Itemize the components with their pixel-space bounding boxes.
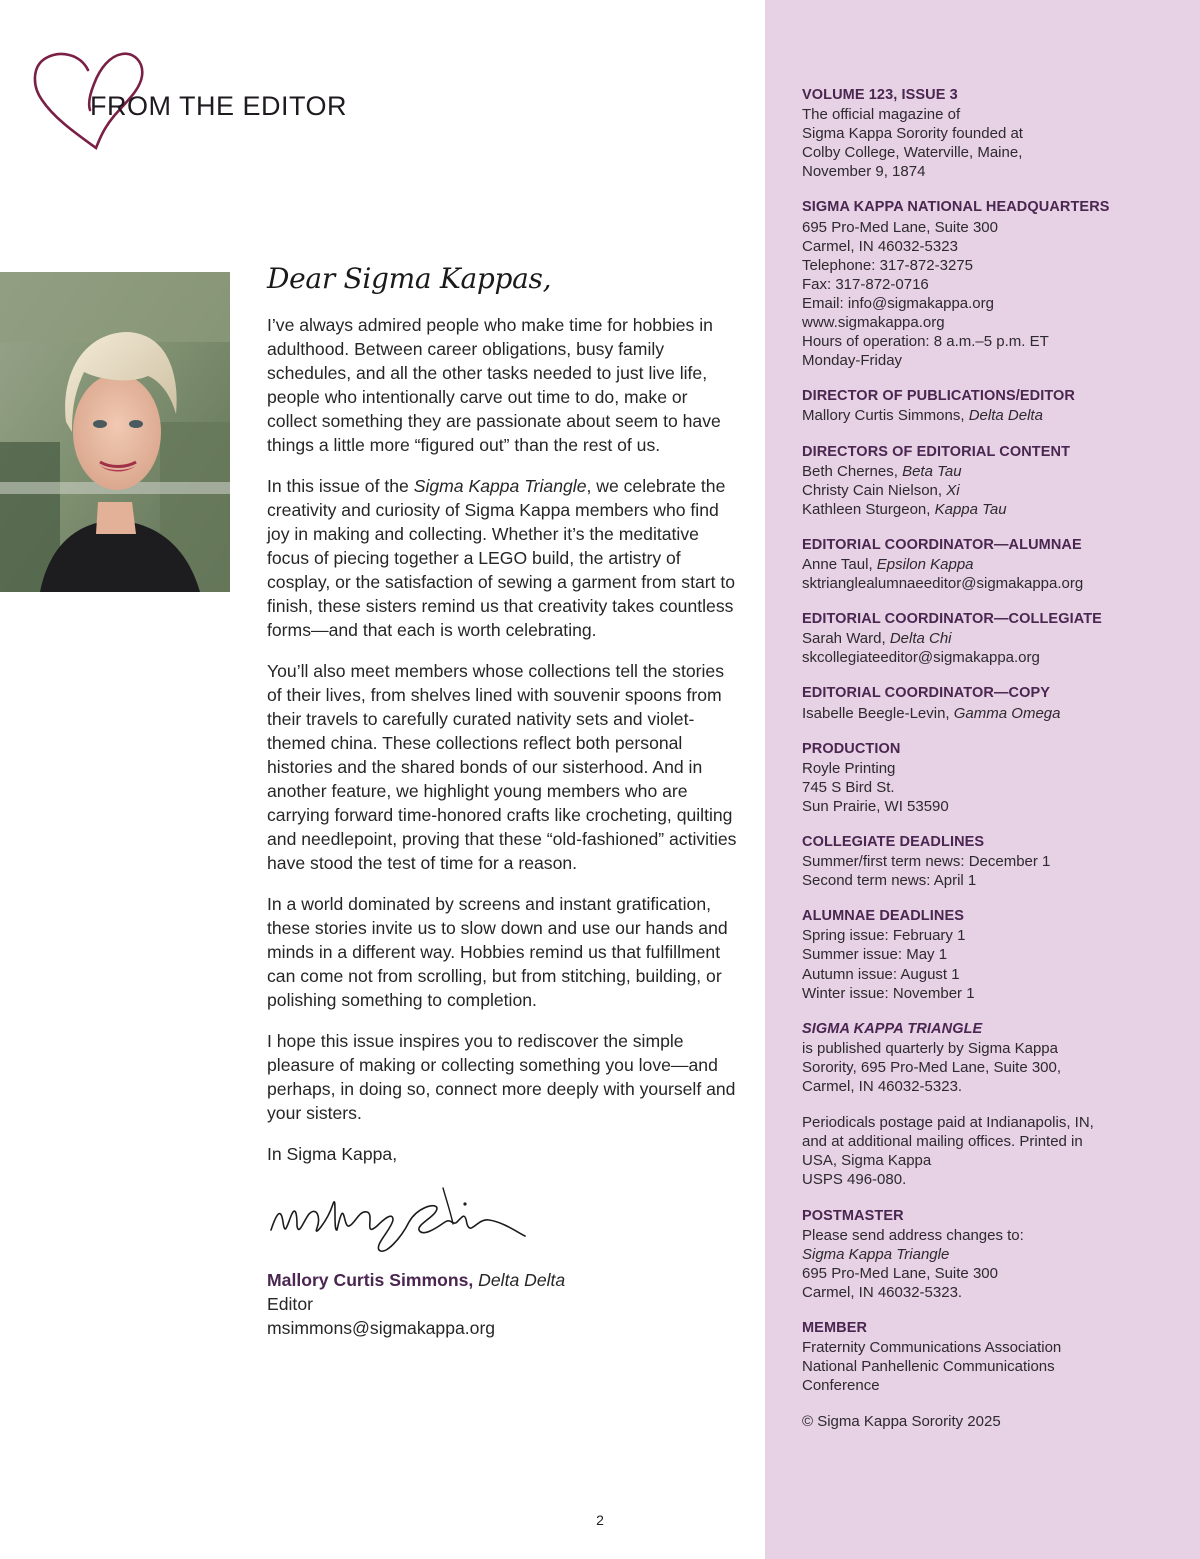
masthead-text: 695 Pro-Med Lane, Suite 300 bbox=[802, 1264, 998, 1282]
masthead-heading: VOLUME 123, ISSUE 3 bbox=[802, 87, 958, 103]
masthead-block bbox=[802, 684, 1197, 722]
signature-chapter: Delta Delta bbox=[478, 1270, 566, 1290]
masthead-heading: MEMBER bbox=[802, 1319, 868, 1336]
masthead-line bbox=[802, 945, 1197, 964]
masthead-text: Conference bbox=[802, 1377, 880, 1395]
masthead-text: Sun Prairie, WI 53590 bbox=[802, 797, 949, 815]
masthead-text: Summer issue: May 1 bbox=[802, 946, 948, 964]
masthead-line bbox=[802, 555, 1197, 574]
masthead-heading: COLLEGIATE DEADLINES bbox=[802, 834, 985, 850]
masthead-italic: Beta Tau bbox=[902, 462, 962, 480]
masthead-text: Hours of operation: 8 a.m.–5 p.m. ET bbox=[802, 333, 1049, 351]
masthead-text: Sorority, 695 Pro-Med Lane, Suite 300, bbox=[802, 1058, 1062, 1076]
masthead-text: Royle Printing bbox=[802, 759, 896, 777]
masthead-text: sktrianglealumnaeeditor@sigmakappa.org bbox=[802, 575, 1084, 593]
masthead-line bbox=[802, 926, 1197, 945]
masthead-line bbox=[802, 256, 1197, 275]
masthead-line bbox=[802, 797, 1197, 816]
masthead-text: Autumn issue: August 1 bbox=[802, 965, 960, 983]
masthead-block bbox=[802, 833, 1197, 890]
masthead-block bbox=[802, 536, 1197, 593]
masthead-line bbox=[802, 237, 1197, 256]
masthead-line bbox=[802, 332, 1197, 351]
masthead-italic: Kappa Tau bbox=[934, 500, 1007, 518]
masthead-text: Please send address changes to: bbox=[802, 1226, 1024, 1244]
masthead-text: 695 Pro-Med Lane, Suite 300 bbox=[802, 218, 998, 236]
page-number: 2 bbox=[596, 1512, 604, 1528]
masthead-line bbox=[802, 313, 1197, 332]
masthead-line bbox=[802, 648, 1197, 667]
masthead-text: is published quarterly by Sigma Kappa bbox=[802, 1039, 1058, 1057]
masthead-text: Spring issue: February 1 bbox=[802, 927, 966, 945]
masthead-line bbox=[802, 1132, 1197, 1151]
masthead-line bbox=[802, 1357, 1197, 1376]
masthead-heading: PRODUCTION bbox=[802, 740, 901, 757]
masthead-text: Fraternity Communications Association bbox=[802, 1339, 1062, 1357]
salutation: Dear Sigma Kappas, bbox=[267, 262, 552, 295]
signature-name-line bbox=[267, 1268, 737, 1292]
masthead-text: Carmel, IN 46032-5323 bbox=[802, 237, 958, 255]
masthead-text: Christy Cain Nielson, bbox=[802, 481, 947, 499]
masthead-blocks bbox=[802, 86, 1197, 1448]
paragraph-text: You’ll also meet members whose collections tell the stories of their lives, from shelves lined with souvenir spoons from their travels to carefully curated nativity sets and violet-themed china. These collections reflect both personal histories and the shared bonds of our sisterhood. And in another feature, we highlight young members who are carrying forward time-honored crafts like crocheting, quilting and needlepoint, proving that these “old-fashioned” activities have stood the test of time for a reason. bbox=[267, 661, 737, 873]
masthead-block bbox=[802, 198, 1197, 370]
masthead-block bbox=[802, 1412, 1197, 1431]
masthead-line bbox=[802, 871, 1197, 890]
masthead-line bbox=[802, 351, 1197, 370]
masthead-block bbox=[802, 1020, 1197, 1096]
masthead-line bbox=[802, 852, 1197, 871]
masthead-block bbox=[802, 1207, 1197, 1302]
masthead-text: Kathleen Sturgeon, bbox=[802, 500, 935, 518]
masthead-text: Sarah Ward, bbox=[802, 630, 890, 648]
masthead-line bbox=[802, 778, 1197, 797]
masthead-text: Colby College, Waterville, Maine, bbox=[802, 144, 1023, 162]
masthead-line bbox=[802, 1412, 1197, 1431]
paragraph-text: In a world dominated by screens and instant gratification, these stories invite us to slow down and use our hands and minds in a different way. Hobbies remind us that fulfillment can come not from scrolling, but from stitching, building, or polishing something to completion. bbox=[267, 894, 728, 1010]
letter-paragraph bbox=[267, 474, 737, 642]
masthead-text: Second term news: April 1 bbox=[802, 872, 977, 890]
masthead-text: Summer/first term news: December 1 bbox=[802, 853, 1051, 871]
masthead-text: Mallory Curtis Simmons, bbox=[802, 407, 969, 425]
editor-header bbox=[30, 48, 360, 154]
masthead-sidebar bbox=[765, 0, 1200, 1559]
masthead-italic: Delta Chi bbox=[889, 630, 952, 648]
masthead-text: Telephone: 317-872-3275 bbox=[802, 256, 973, 274]
section-title: FROM THE EDITOR bbox=[90, 91, 348, 121]
editor-letter bbox=[267, 262, 737, 1340]
masthead-text: © Sigma Kappa Sorority 2025 bbox=[802, 1413, 1001, 1431]
masthead-text: Carmel, IN 46032-5323. bbox=[802, 1283, 963, 1301]
masthead-line bbox=[802, 1283, 1197, 1302]
letter-paragraph bbox=[267, 1029, 737, 1125]
masthead-block bbox=[802, 740, 1197, 816]
masthead-italic: Gamma Omega bbox=[953, 704, 1061, 722]
masthead-heading: EDITORIAL COORDINATOR—COPY bbox=[802, 685, 1051, 702]
masthead-line bbox=[802, 1264, 1197, 1283]
masthead-heading: SIGMA KAPPA TRIANGLE bbox=[802, 1020, 983, 1037]
masthead-text: Beth Chernes, bbox=[802, 462, 903, 480]
masthead-line bbox=[802, 162, 1197, 181]
masthead-line bbox=[802, 462, 1197, 481]
masthead-line bbox=[802, 1113, 1197, 1132]
signature-name: Mallory Curtis Simmons, bbox=[267, 1270, 474, 1290]
masthead-line bbox=[802, 500, 1197, 519]
masthead-line bbox=[802, 759, 1197, 778]
masthead-text: Sigma Kappa Sorority founded at bbox=[802, 125, 1023, 143]
masthead-text: skcollegiateeditor@sigmakappa.org bbox=[802, 649, 1040, 667]
letter-paragraph bbox=[267, 313, 737, 457]
masthead-line bbox=[802, 965, 1197, 984]
masthead-line bbox=[802, 1226, 1197, 1245]
masthead-text: Isabelle Beegle-Levin, bbox=[802, 704, 954, 722]
signature-email[interactable]: msimmons@sigmakappa.org bbox=[267, 1318, 496, 1338]
masthead-block bbox=[802, 1113, 1197, 1189]
masthead-block bbox=[802, 907, 1197, 1002]
masthead-text: Periodicals postage paid at Indianapolis, IN, bbox=[802, 1114, 1094, 1132]
masthead-text: Anne Taul, bbox=[802, 555, 877, 573]
masthead-line bbox=[802, 1077, 1197, 1096]
masthead-line bbox=[802, 275, 1197, 294]
masthead-line bbox=[802, 1170, 1197, 1189]
signature-role: Editor bbox=[267, 1294, 313, 1314]
masthead-line bbox=[802, 1376, 1197, 1395]
masthead-line bbox=[802, 1039, 1197, 1058]
masthead-line bbox=[802, 1338, 1197, 1357]
masthead-line bbox=[802, 481, 1197, 500]
masthead-text: The official magazine of bbox=[802, 106, 961, 124]
portrait-photo bbox=[0, 272, 230, 592]
masthead-text: www.sigmakappa.org bbox=[802, 314, 945, 332]
editor-portrait bbox=[0, 272, 230, 592]
masthead-line bbox=[802, 1058, 1197, 1077]
masthead-text: and at additional mailing offices. Printed in bbox=[802, 1133, 1083, 1151]
masthead-heading: SIGMA KAPPA NATIONAL HEADQUARTERS bbox=[802, 199, 1110, 216]
letter-paragraph bbox=[267, 892, 737, 1012]
paragraph-text: I hope this issue inspires you to rediscover the simple pleasure of making or collecting something you love—and perhaps, in doing so, connect more deeply with yourself and your sisters. bbox=[267, 1031, 736, 1123]
masthead-block bbox=[802, 387, 1197, 425]
masthead-italic: Delta Delta bbox=[968, 407, 1043, 425]
masthead-text: National Panhellenic Communications bbox=[802, 1358, 1055, 1376]
masthead-text: Monday-Friday bbox=[802, 352, 903, 370]
masthead-block bbox=[802, 1319, 1197, 1395]
masthead-text: USPS 496-080. bbox=[802, 1171, 907, 1189]
letter-paragraph bbox=[267, 659, 737, 875]
masthead-text: Fax: 317-872-0716 bbox=[802, 275, 929, 293]
masthead-text: Email: info@sigmakappa.org bbox=[802, 294, 994, 312]
masthead-text: Carmel, IN 46032-5323. bbox=[802, 1078, 963, 1096]
masthead-line bbox=[802, 143, 1197, 162]
masthead-line bbox=[802, 704, 1197, 723]
masthead-block bbox=[802, 610, 1197, 667]
masthead-line bbox=[802, 1151, 1197, 1170]
masthead-italic: Xi bbox=[946, 481, 960, 499]
masthead-text: 745 S Bird St. bbox=[802, 778, 895, 796]
masthead-block bbox=[802, 86, 1197, 181]
masthead-line bbox=[802, 984, 1197, 1003]
masthead-heading: POSTMASTER bbox=[802, 1207, 904, 1224]
publication-title: Sigma Kappa Triangle bbox=[413, 476, 587, 496]
handwritten-signature bbox=[267, 1182, 537, 1262]
masthead-line bbox=[802, 105, 1197, 124]
masthead-italic: Sigma Kappa Triangle bbox=[802, 1245, 950, 1263]
paragraph-text: , we celebrate the creativity and curiosity of Sigma Kappa members who find joy in making and collecting. Whether it’s the meditative focus of piecing together a LEGO build, the artistry of cosplay, or the satisfaction of sewing a garment from start to finish, these sisters remind us that creativity takes countless forms—and that each is worth celebrating. bbox=[267, 476, 736, 640]
masthead-italic: Epsilon Kappa bbox=[876, 555, 974, 573]
masthead-block bbox=[802, 443, 1197, 519]
masthead-line bbox=[802, 406, 1197, 425]
masthead-heading: EDITORIAL COORDINATOR—COLLEGIATE bbox=[802, 611, 1102, 628]
paragraph-text: In this issue of the bbox=[267, 476, 414, 496]
masthead-heading: DIRECTOR OF PUBLICATIONS/EDITOR bbox=[802, 388, 1075, 405]
masthead-line bbox=[802, 629, 1197, 648]
closing: In Sigma Kappa, bbox=[267, 1144, 398, 1164]
letter-paragraphs bbox=[267, 313, 737, 1125]
masthead-line bbox=[802, 218, 1197, 237]
masthead-text: November 9, 1874 bbox=[802, 163, 926, 181]
masthead-line bbox=[802, 1245, 1197, 1264]
paragraph-text: I’ve always admired people who make time for hobbies in adulthood. Between career obligations, busy family schedules, and all the other tasks needed to just live life, people who intentionally carve out time to do, make or collect something they are passionate about seem to have things a little more “figured out” than the rest of us. bbox=[267, 315, 721, 455]
masthead-heading: EDITORIAL COORDINATOR—ALUMNAE bbox=[802, 536, 1082, 553]
masthead-line bbox=[802, 574, 1197, 593]
masthead-line bbox=[802, 294, 1197, 313]
masthead-heading: DIRECTORS OF EDITORIAL CONTENT bbox=[802, 443, 1071, 460]
masthead-line bbox=[802, 124, 1197, 143]
masthead-text: Winter issue: November 1 bbox=[802, 984, 975, 1002]
masthead-heading: ALUMNAE DEADLINES bbox=[802, 908, 965, 925]
masthead-text: USA, Sigma Kappa bbox=[802, 1152, 932, 1170]
